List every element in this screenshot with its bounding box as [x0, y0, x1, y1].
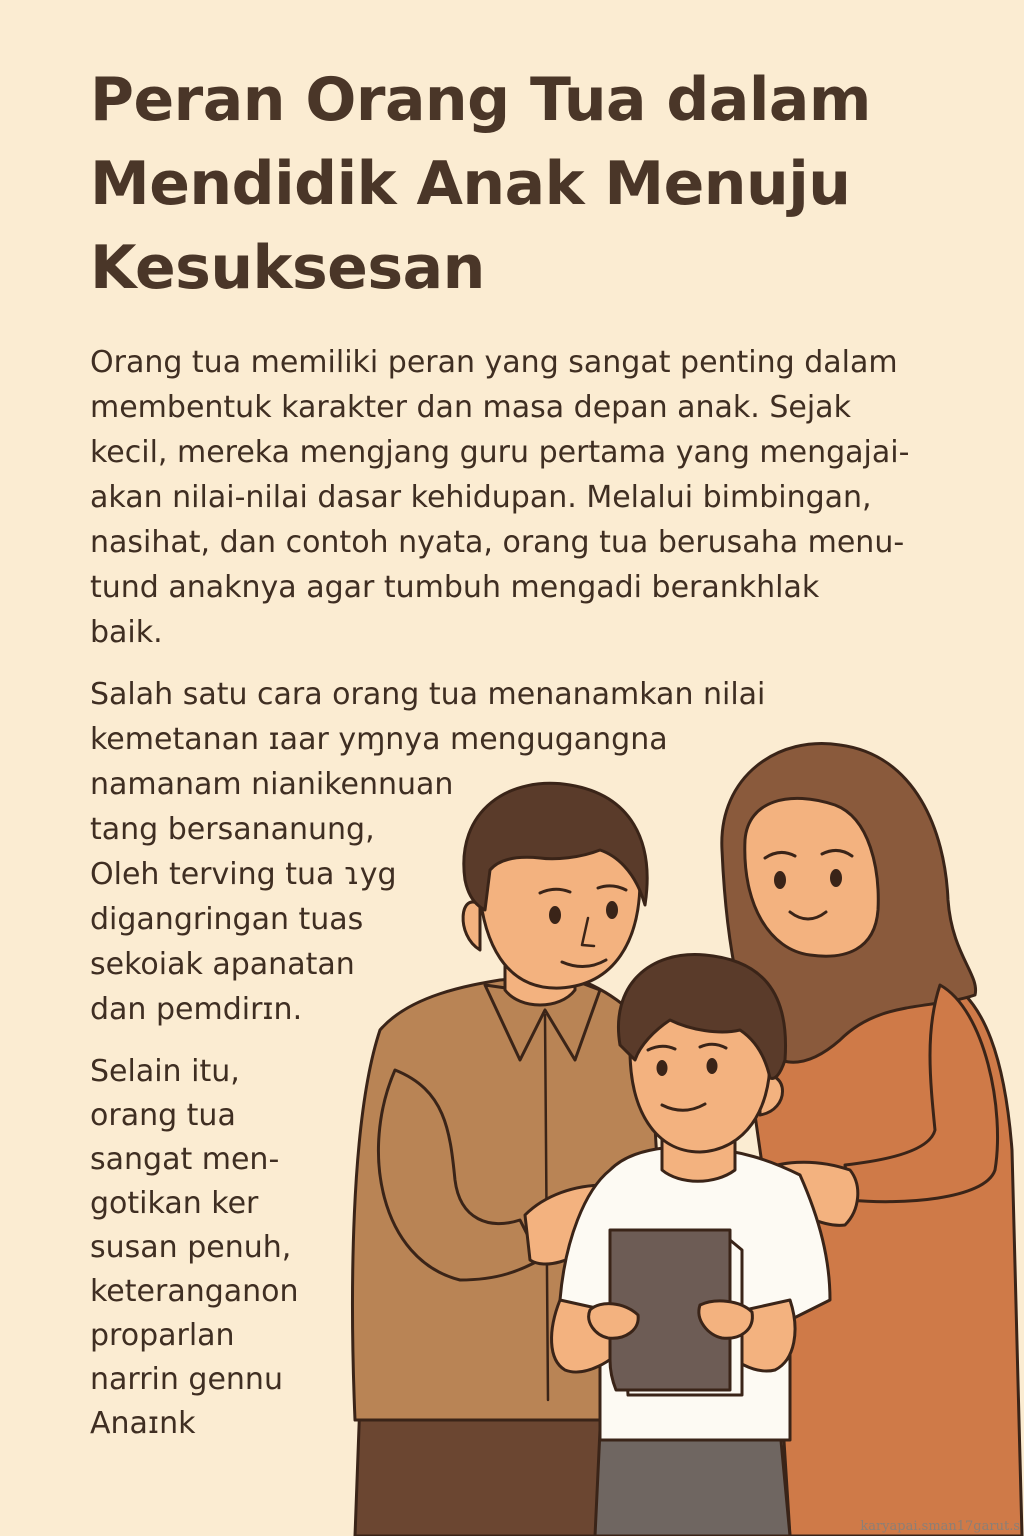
paragraph-line: kemetanan ɪaar yɱnya mengugangna	[90, 722, 668, 757]
father-ear	[463, 902, 480, 950]
paragraph-line: membentuk karakter dan masa depan anak. Sejak	[90, 390, 851, 425]
paragraph-line: akan nilai-nilai dasar kehidupan. Melalui bimbingan,	[90, 480, 872, 515]
father-eye	[549, 906, 561, 924]
mother-eye	[774, 871, 786, 889]
paragraph-line: Orang tua memiliki peran yang sangat penting dalam	[90, 345, 898, 380]
watermark: karyapai.sman17garut.s	[860, 1519, 1020, 1534]
title-line: Peran Orang Tua dalam	[90, 65, 871, 135]
paragraph-line: sekoiak apanatan	[90, 947, 355, 982]
paragraph-line: proparlan	[90, 1318, 235, 1353]
paragraph-line: gotikan ker	[90, 1186, 259, 1221]
title-line: Kesuksesan	[90, 233, 485, 303]
paragraph-line: Selain itu,	[90, 1054, 240, 1089]
paragraph-line: Oleh terving tua ɿyg	[90, 857, 397, 892]
paragraph-line: orang tua	[90, 1098, 236, 1133]
paragraph-line: keteranganon	[90, 1274, 299, 1309]
family-illustration	[330, 740, 1024, 1536]
father-eye	[606, 901, 618, 919]
child-pants	[595, 1430, 790, 1536]
paragraph-line: susan penuh,	[90, 1230, 292, 1265]
mother-eye	[830, 869, 842, 887]
article-title	[90, 58, 970, 310]
paragraph-line: dan pemdirɪn.	[90, 992, 303, 1027]
paragraph-line: Salah satu cara orang tua menanamkan nilai	[90, 677, 766, 712]
child-eye	[707, 1058, 718, 1074]
paragraph-intro	[90, 340, 950, 655]
paragraph-line: Anaɪnk	[90, 1406, 196, 1441]
title-line: Mendidik Anak Menuju	[90, 149, 851, 219]
paragraph-closing	[90, 1050, 350, 1446]
paragraph-line: nasihat, dan contoh nyata, orang tua berusaha menu-	[90, 525, 905, 560]
child-eye	[657, 1060, 668, 1076]
paragraph-line: sangat men-	[90, 1142, 280, 1177]
child-hand	[589, 1304, 638, 1339]
paragraph-line: narrin gennu	[90, 1362, 283, 1397]
paragraph-line: namanam nianikennuan	[90, 767, 454, 802]
paragraph-line: tang bersananung,	[90, 812, 375, 847]
paragraph-line: baik.	[90, 615, 163, 650]
paragraph-line: kecil, mereka mengjang guru pertama yang mengajai-	[90, 435, 910, 470]
paragraph-line: tund anaknya agar tumbuh mengadi berankhlak	[90, 570, 820, 605]
paragraph-line: digangringan tuas	[90, 902, 364, 937]
